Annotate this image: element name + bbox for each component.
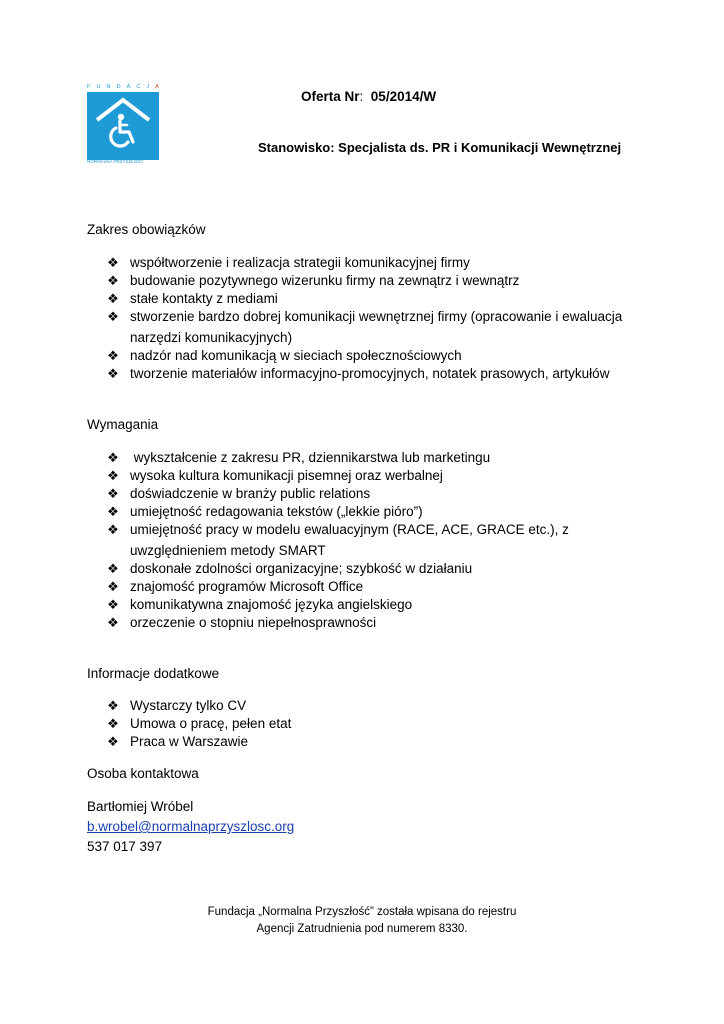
- list-item: ❖ komunikatywna znajomość języka angielskiego: [107, 597, 413, 612]
- diamond-bullet-icon: ❖: [107, 504, 119, 519]
- position-title: Stanowisko: Specjalista ds. PR i Komunikacji Wewnętrznej: [258, 140, 622, 155]
- diamond-bullet-icon: ❖: [107, 255, 119, 270]
- diamond-bullet-icon: ❖: [107, 698, 119, 713]
- duties-list: [106, 254, 666, 383]
- list-item: ❖ wykształcenie z zakresu PR, dziennikarstwa lub marketingu: [107, 450, 491, 465]
- diamond-bullet-icon: ❖: [107, 366, 119, 381]
- requirements-title: Wymagania: [87, 417, 159, 432]
- list-item: ❖ umiejętność pracy w modelu ewaluacyjnym (RACE, ACE, GRACE etc.), z uwzględnieniem metody SMART: [107, 522, 569, 558]
- footer-line-1: Fundacja „Normalna Przyszłość” została wpisana do rejestru: [207, 906, 517, 918]
- list-item: ❖ nadzór nad komunikacją w sieciach społecznościowych: [107, 348, 462, 363]
- logo-top-letters: F U N D A C J A: [87, 84, 159, 90]
- wheelchair-house-icon: [87, 92, 159, 160]
- duties-title: Zakres obowiązków: [87, 222, 206, 237]
- footer-note: [0, 904, 724, 938]
- diamond-bullet-icon: ❖: [107, 291, 119, 306]
- diamond-bullet-icon: ❖: [107, 734, 119, 749]
- contact-title: Osoba kontaktowa: [87, 766, 199, 781]
- list-item: ❖ Praca w Warszawie: [107, 734, 249, 749]
- list-item: ❖ współtworzenie i realizacja strategii komunikacyjnej firmy: [107, 255, 470, 270]
- diamond-bullet-icon: ❖: [107, 348, 119, 363]
- offer-number: Oferta Nr: 05/2014/W: [301, 89, 437, 104]
- diamond-bullet-icon: ❖: [107, 273, 119, 288]
- contact-email-link[interactable]: b.wrobel@normalnaprzyszlosc.org: [87, 819, 295, 834]
- diamond-bullet-icon: ❖: [107, 468, 119, 483]
- list-item: ❖ Wystarczy tylko CV: [107, 698, 247, 713]
- logo-bottom-text: NORMALNA PRZYSZŁOŚĆ: [87, 159, 144, 164]
- list-item: ❖ doświadczenie w branży public relations: [107, 486, 371, 501]
- list-item: ❖ orzeczenie o stopniu niepełnosprawności: [107, 615, 377, 630]
- diamond-bullet-icon: ❖: [107, 309, 119, 324]
- list-item: ❖ budowanie pozytywnego wizerunku firmy na zewnątrz i wewnątrz: [107, 273, 520, 288]
- list-item: ❖ stałe kontakty z mediami: [107, 291, 278, 306]
- list-item: ❖ doskonałe zdolności organizacyjne; szybkość w działaniu: [107, 561, 473, 576]
- diamond-bullet-icon: ❖: [107, 561, 119, 576]
- list-item: ❖ wysoka kultura komunikacji pisemnej oraz werbalnej: [107, 468, 443, 483]
- list-item: ❖ tworzenie materiałów informacyjno-promocyjnych, notatek prasowych, artykułów: [107, 366, 610, 381]
- additional-list: [106, 697, 666, 751]
- list-item: ❖ znajomość programów Microsoft Office: [107, 579, 364, 594]
- diamond-bullet-icon: ❖: [107, 615, 119, 630]
- list-item: ❖ stworzenie bardzo dobrej komunikacji wewnętrznej firmy (opracowanie i ewaluacja narzędzi komunikacyjnych): [107, 309, 623, 345]
- requirements-list: [106, 449, 666, 632]
- logo-box: [87, 92, 159, 160]
- foundation-logo: [87, 84, 167, 164]
- additional-title: Informacje dodatkowe: [87, 666, 220, 681]
- list-item: ❖ umiejętność redagowania tekstów („lekkie pióro”): [107, 504, 423, 519]
- diamond-bullet-icon: ❖: [107, 597, 119, 612]
- diamond-bullet-icon: ❖: [107, 486, 119, 501]
- contact-phone: 537 017 397: [87, 839, 163, 854]
- footer-line-2: Agencji Zatrudnienia pod numerem 8330.: [256, 923, 468, 935]
- diamond-bullet-icon: ❖: [107, 716, 119, 731]
- diamond-bullet-icon: ❖: [107, 522, 119, 537]
- diamond-bullet-icon: ❖: [107, 450, 119, 465]
- list-item: ❖ Umowa o pracę, pełen etat: [107, 716, 292, 731]
- diamond-bullet-icon: ❖: [107, 579, 119, 594]
- contact-name: Bartłomiej Wróbel: [87, 799, 194, 814]
